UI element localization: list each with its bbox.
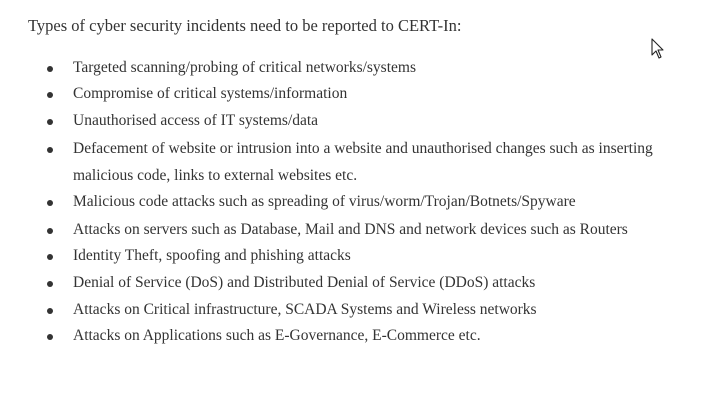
list-item-text: Denial of Service (DoS) and Distributed Denial of Service (DDoS) attacks [73, 274, 536, 291]
bullet-icon [47, 254, 53, 260]
document-heading: Types of cyber security incidents need to be reported to CERT-In: [28, 16, 462, 35]
bullet-icon [47, 200, 53, 206]
list-item-text: Defacement of website or intrusion into a website and unauthorised changes such as inserting malicious code, links to external websites etc. [73, 140, 653, 184]
bullet-icon [47, 308, 53, 314]
list-item-text: Attacks on Critical infrastructure, SCADA Systems and Wireless networks [73, 301, 537, 318]
list-item-text: Targeted scanning/probing of critical networks/systems [73, 59, 416, 76]
list-item-text: Attacks on Applications such as E-Governance, E-Commerce etc. [73, 327, 481, 344]
list-item-text: Unauthorised access of IT systems/data [73, 112, 319, 129]
bullet-icon [47, 119, 53, 125]
bullet-icon [47, 92, 53, 98]
list-item-text: Attacks on servers such as Database, Mail and DNS and network devices such as Routers [73, 221, 628, 238]
mouse-pointer-icon [651, 38, 665, 60]
bullet-icon [47, 228, 53, 234]
bullet-icon [47, 66, 53, 72]
list-item-text: Malicious code attacks such as spreading of virus/worm/Trojan/Botnets/Spyware [73, 193, 576, 210]
bullet-icon [47, 147, 53, 153]
bullet-icon [47, 334, 53, 340]
list-item-text: Compromise of critical systems/information [73, 85, 348, 102]
bullet-icon [47, 281, 53, 287]
list-item-text: Identity Theft, spoofing and phishing attacks [73, 247, 351, 264]
